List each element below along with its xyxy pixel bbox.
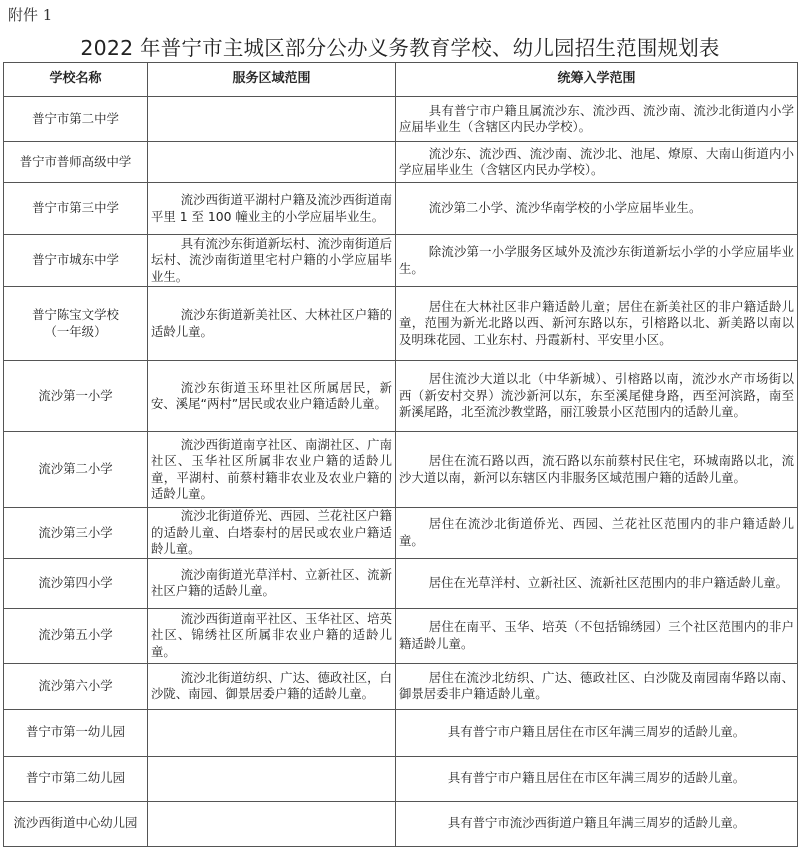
school-name: 流沙第四小学 xyxy=(4,558,148,608)
school-name: 普宁陈宝文学校 xyxy=(32,307,119,322)
header-coordination-scope: 统筹入学范围 xyxy=(396,63,798,97)
coordination-scope: 除流沙第一小学服务区域外及流沙东街道新坛小学的小学应届毕业生。 xyxy=(396,235,798,287)
service-area xyxy=(148,97,396,142)
service-area: 流沙西街道平湖村户籍及流沙西街道南平里 1 至 100 幢业主的小学应届毕业生。 xyxy=(148,183,396,235)
table-row xyxy=(4,97,798,142)
table-row xyxy=(4,432,798,508)
coordination-scope: 流沙第二小学、流沙华南学校的小学应届毕业生。 xyxy=(396,183,798,235)
table-row xyxy=(4,508,798,559)
header-service-area: 服务区域范围 xyxy=(148,63,396,97)
service-area: 流沙西街道南平社区、玉华社区、培英社区、锦绣社区所属非农业户籍的适龄儿童。 xyxy=(148,608,396,663)
table-row xyxy=(4,142,798,183)
table-row xyxy=(4,287,798,361)
table-row xyxy=(4,183,798,235)
coordination-scope: 居住在流沙北街道侨光、西园、兰花社区范围内的非户籍适龄儿童。 xyxy=(396,508,798,559)
school-name: 流沙第一小学 xyxy=(4,361,148,432)
service-area: 流沙北街道侨光、西园、兰花社区户籍的适龄儿童、白塔泰村的居民或农业户籍适龄儿童。 xyxy=(148,508,396,559)
coordination-scope: 具有普宁市户籍且属流沙东、流沙西、流沙南、流沙北街道内小学应届毕业生（含辖区内民办学校）。 xyxy=(396,97,798,142)
service-area: 流沙西街道南亨社区、南湖社区、广南社区、玉华社区所属非农业户籍的适龄儿童，平湖村、前蔡村籍非农业及农业户籍的适龄儿童。 xyxy=(148,432,396,508)
coordination-scope: 居住在南平、玉华、培英（不包括锦绣园）三个社区范围内的非户籍适龄儿童。 xyxy=(396,608,798,663)
coordination-scope: 居住在光草洋村、立新社区、流新社区范围内的非户籍适龄儿童。 xyxy=(396,558,798,608)
page-title: 2022 年普宁市主城区部分公办义务教育学校、幼儿园招生范围规划表 xyxy=(80,36,720,60)
table-row xyxy=(4,756,798,801)
service-area: 流沙北街道纺织、广达、德政社区，白沙陇、南园、御景居委户籍的适龄儿童。 xyxy=(148,663,396,709)
service-area: 流沙东街道新美社区、大林社区户籍的适龄儿童。 xyxy=(148,287,396,361)
coordination-scope: 居住流沙大道以北（中华新城）、引榕路以南，流沙水产市场街以西（新安村交界）流沙新河以东，东至溪尾健身路，西至河滨路，南至新溪尾路，北至流沙教堂路，丽江骏景小区范围内的适龄儿童。 xyxy=(396,361,798,432)
school-name: 普宁市第三中学 xyxy=(4,183,148,235)
attachment-label: 附件 1 xyxy=(8,6,53,24)
service-area xyxy=(148,709,396,756)
coordination-scope: 居住在流石路以西，流石路以东前蔡村民住宅，环城南路以北，流沙大道以南，新河以东辖区内非服务区域范围户籍的适龄儿童。 xyxy=(396,432,798,508)
table-row xyxy=(4,608,798,663)
table-row xyxy=(4,558,798,608)
table-row xyxy=(4,801,798,846)
coordination-scope: 居住在大林社区非户籍适龄儿童；居住在新美社区的非户籍适龄儿童，范围为新光北路以西、新河东路以东，引榕路以北、新美路以南以及明珠花园、工业东村、丹霞新村、平安里小区。 xyxy=(396,287,798,361)
service-area: 流沙东街道玉环里社区所属居民，新安、溪尾“两村”居民或农业户籍适龄儿童。 xyxy=(148,361,396,432)
table-row xyxy=(4,235,798,287)
school-name: 流沙第三小学 xyxy=(4,508,148,559)
school-grade-note: （一年级） xyxy=(44,323,107,339)
school-name: 普宁市普师高级中学 xyxy=(4,142,148,183)
school-name-cell xyxy=(4,287,148,361)
service-area xyxy=(148,756,396,801)
table-row xyxy=(4,663,798,709)
service-area xyxy=(148,801,396,846)
service-area: 具有流沙东街道新坛村、流沙南街道后坛村、流沙南街道里宅村户籍的小学应届毕业生。 xyxy=(148,235,396,287)
school-name: 普宁市城东中学 xyxy=(4,235,148,287)
table-row xyxy=(4,361,798,432)
service-area xyxy=(148,142,396,183)
school-name: 流沙第五小学 xyxy=(4,608,148,663)
coordination-scope: 具有普宁市户籍且居住在市区年满三周岁的适龄儿童。 xyxy=(396,709,798,756)
school-name: 流沙西街道中心幼儿园 xyxy=(4,801,148,846)
coordination-scope: 居住在流沙北纺织、广达、德政社区、白沙陇及南园南华路以南、御景居委非户籍适龄儿童。 xyxy=(396,663,798,709)
school-name: 普宁市第二中学 xyxy=(4,97,148,142)
coordination-scope: 具有普宁市户籍且居住在市区年满三周岁的适龄儿童。 xyxy=(396,756,798,801)
enrollment-plan-table xyxy=(3,62,798,847)
school-name: 普宁市第二幼儿园 xyxy=(4,756,148,801)
table-header-row xyxy=(4,63,798,97)
table-row xyxy=(4,709,798,756)
school-name: 流沙第二小学 xyxy=(4,432,148,508)
header-school-name: 学校名称 xyxy=(4,63,148,97)
school-name: 普宁市第一幼儿园 xyxy=(4,709,148,756)
school-name: 流沙第六小学 xyxy=(4,663,148,709)
service-area: 流沙南街道光草洋村、立新社区、流新社区户籍的适龄儿童。 xyxy=(148,558,396,608)
coordination-scope: 流沙东、流沙西、流沙南、流沙北、池尾、燎原、大南山街道内小学应届毕业生（含辖区内民办学校）。 xyxy=(396,142,798,183)
coordination-scope: 具有普宁市流沙西街道户籍且年满三周岁的适龄儿童。 xyxy=(396,801,798,846)
